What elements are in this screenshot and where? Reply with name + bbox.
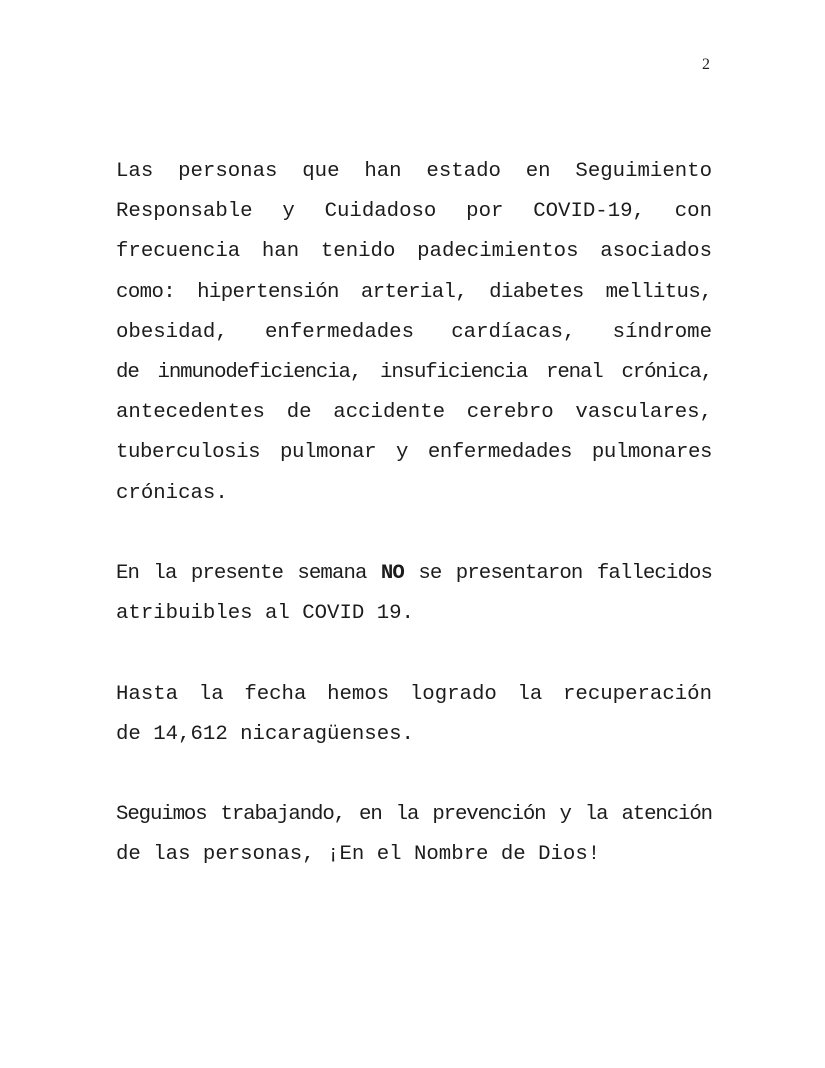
text-line: de las personas, ¡En el Nombre de Dios! bbox=[116, 843, 601, 867]
text-line: como: hipertensión arterial, diabetes mellitus, bbox=[116, 280, 712, 304]
text-line: atribuibles al COVID 19. bbox=[116, 602, 414, 626]
text-line: antecedentes de accidente cerebro vasculares, bbox=[116, 401, 712, 425]
text-line: de inmunodeficiencia, insuficiencia renal crónica, bbox=[116, 361, 712, 385]
document-body bbox=[116, 152, 712, 876]
text-line: Las personas que han estado en Seguimiento bbox=[116, 160, 712, 183]
text-line: tuberculosis pulmonar y enfermedades pulmonares bbox=[116, 441, 712, 465]
deaths-text-before: En la presente semana bbox=[116, 562, 381, 586]
deaths-no-emphasis: NO bbox=[380, 562, 404, 586]
paragraph-gap bbox=[116, 634, 712, 674]
text-line: Hasta la fecha hemos logrado la recuperación bbox=[116, 682, 712, 706]
paragraph-gap bbox=[116, 514, 712, 554]
text-line: frecuencia han tenido padecimientos asociados bbox=[116, 240, 712, 264]
deaths-text-after: se presentaron fallecidos bbox=[403, 562, 712, 586]
paragraph-gap bbox=[116, 755, 712, 795]
paragraph-comorbidities bbox=[116, 152, 712, 514]
text-line: Seguimos trabajando, en la prevención y la atención bbox=[116, 803, 712, 827]
paragraph-recoveries bbox=[116, 675, 712, 755]
text-line bbox=[116, 554, 712, 594]
text-line: Responsable y Cuidadoso por COVID-19, con bbox=[116, 200, 712, 224]
paragraph-deaths bbox=[116, 554, 712, 634]
page-number: 2 bbox=[702, 56, 710, 73]
paragraph-closing bbox=[116, 795, 712, 875]
text-line: crónicas. bbox=[116, 481, 228, 505]
text-line: obesidad, enfermedades cardíacas, síndrome bbox=[116, 320, 712, 344]
text-line: de 14,612 nicaragüenses. bbox=[116, 722, 414, 746]
